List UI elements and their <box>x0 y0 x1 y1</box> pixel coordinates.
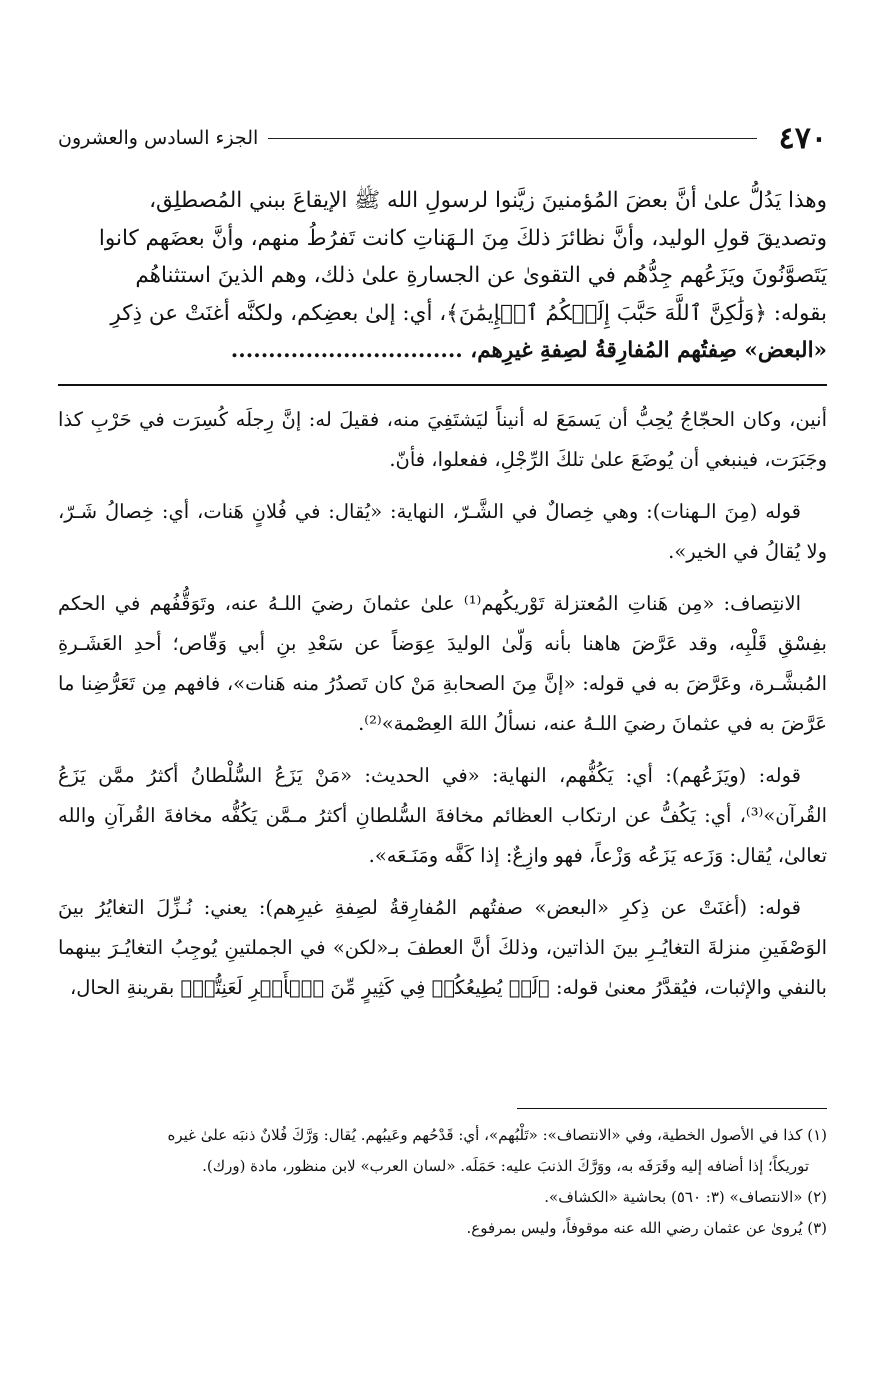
commentary-paragraph: قوله: (أغنَتْ عن ذِكرِ «البعض» صفتُهم المُفارِقةُ لصِفةِ غيرِهم): يعني: نُـزِّلَ التغايُرُ بينَ الوَصْفَينِ منزلةَ التغايُـرِ بينَ الذاتين، وذلكَ أنَّ العطفَ بـ«لكن» في الجملتينِ يُوجِبُ التغايُـرَ بينهما بالنفي والإثبات، فيُقدَّرُ معنىٰ قوله: ﴿لَوۡ يُطِيعُكُمۡ فِي كَثِيرٍ مِّنَ ٱلۡأَمۡرِ لَعَنِتُّمۡ﴾ بقرينةِ الحال، <box>58 896 827 999</box>
commentary-paragraph: قوله: (ويَزَعُهم): أي: يَكُفُّهم، النهاية: «في الحديث: «مَنْ يَزَعُ السُّلْطانُ أكثرُ ممَّن يَزَعُ القُرآن»⁽³⁾، أي: يَكُفُّ عن ارتكاب العظائم مخافةَ السُّلطانِ أكثرُ مـمَّن يَكُفُّه مخافةَ القُرآنِ والله تعالىٰ، يُقال: وَزَعه يَزَعُه وَزْعاً، فهو وازِعٌ: إذا كَفَّه ومَنَـعَه». <box>58 764 827 867</box>
main-line: وتصديقَ قولِ الوليد، وأنَّ نظائرَ ذلكَ مِنَ الـهَناتِ كانت تَفرُطُ منهم، وأنَّ بعضَهم كانوا <box>98 225 827 251</box>
main-line: يَتَصوَّنُونَ ويَزَعُهم جِدُّهُم في التقوىٰ عن الجسارةِ علىٰ ذلك، وهم الذينَ استثناهُم <box>135 263 827 288</box>
footnote-1: (١) كذا في الأصول الخطية، وفي «الانتصاف»: «تَلْبُهم»، أي: قَدْحُهم وعَيبُهم. يُقال: وَرَّكَ فُلانٌ ذنبَه علىٰ غيره <box>167 1126 827 1144</box>
footnote-3: (٣) يُروىٰ عن عثمان رضي الله عنه موقوفاً، وليس بمرفوع. <box>466 1219 827 1237</box>
commentary-paragraph: الانتِصاف: «مِن هَناتِ المُعتزلة تَوْريكُهم⁽¹⁾ علىٰ عثمانَ رضيَ اللـهُ عنه، وتَوَقُّفُهم في الحكم بفِسْقِ قَلْبِه، وقد عَرَّضَ هاهنا بأنه وَلّىٰ الوليدَ عِوَضاً عن سَعْدِ بنِ أبي وَقّاص؛ أحدِ العَشَـرةِ المُبشَّـرة، وعَرَّضَ به في قوله: «إنَّ مِنَ الصحابةِ مَنْ كان تَصدُرُ منه هَنات»، فافهم مِن تَعَرُّضِنا ما عَرَّضَ به في عثمانَ رضيَ اللـهُ عنه، نسألُ اللهَ العِصْمة»⁽²⁾. <box>58 592 827 735</box>
main-text-divider <box>58 384 827 386</box>
commentary-block <box>58 400 827 1020</box>
main-line: «البعض» صِفتُهم المُفارِقةُ لصِفةِ غيرِهم، ............................... <box>230 338 827 363</box>
footnotes-block <box>58 1120 827 1244</box>
commentary-paragraph: أنين، وكان الحجّاجُ يُحِبُّ أن يَسمَعَ له أنيناً ليَشتَفِيَ منه، فقيلَ له: إنَّ رِجلَه كُسِرَت في حَرْبِ كذا وجَبَرَت، فينبغي أن يُوضَعَ علىٰ تلكَ الرِّجْلِ، ففعلوا، فأنّ. <box>58 408 827 471</box>
footnote-2: (٢) «الانتصاف» (٣: ٥٦٠) بحاشية «الكشاف». <box>544 1188 827 1206</box>
main-line: بقوله: ﴿وَلَٰكِنَّ ٱللَّهَ حَبَّبَ إِلَيۡكُمُ ٱلۡإِيمَٰنَ﴾، أي: إلىٰ بعضِكم، ولكنَّه أغنَتْ عن ذِكرِ <box>110 300 827 326</box>
running-header <box>58 118 827 158</box>
part-title: الجزء السادس والعشرون <box>58 127 259 149</box>
main-text-block <box>58 182 827 370</box>
commentary-paragraph: قوله (مِنَ الـهنات): وهي خِصالٌ في الشَّـرّ، النهاية: «يُقال: في فُلانٍ هَنات، أي: خِصالُ شَـرّ، ولا يُقالُ في الخير». <box>58 500 827 563</box>
page-number: ٤٧٠ <box>778 120 827 156</box>
main-line: وهذا يَدُلُّ علىٰ أنَّ بعضَ المُؤمنينَ زيَّنوا لرسولِ الله ﷺ الإيقاعَ ببني المُصطلِق، <box>149 188 827 213</box>
footnote-1-continued: توريكاً؛ إذا أضافه إليه وقَرَفَه به، ووَرَّكَ الذنبَ عليه: حَمَلَه. «لسان العرب» لابن منظور، مادة (ورك). <box>202 1157 809 1175</box>
header-rule <box>268 138 756 139</box>
footnote-divider <box>517 1108 827 1109</box>
